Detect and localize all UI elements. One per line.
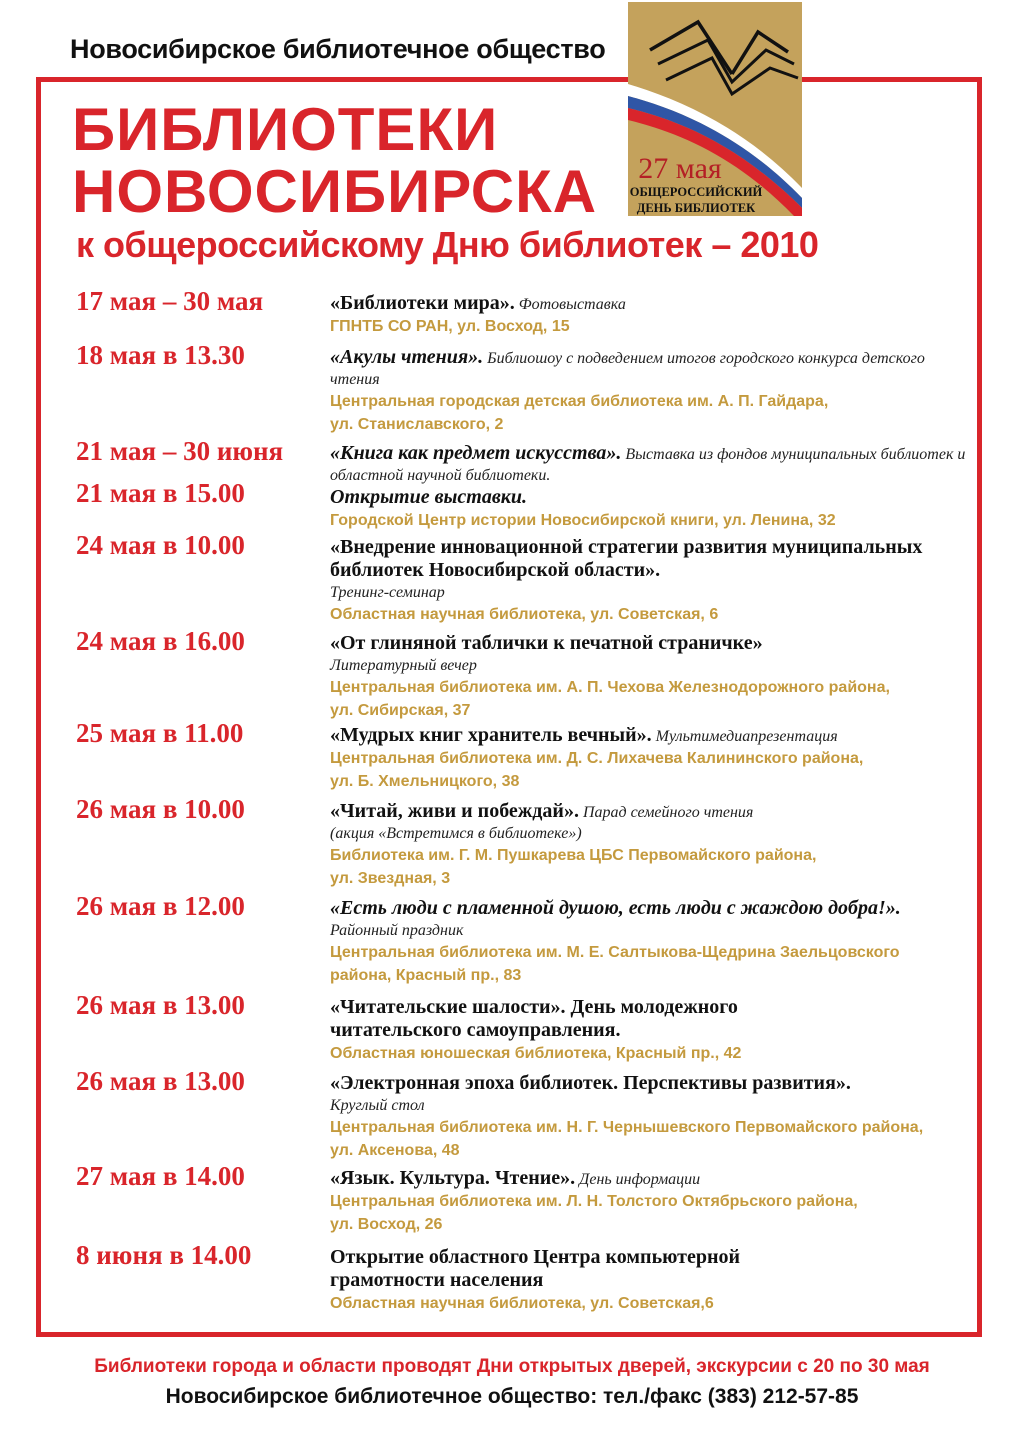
event-title: «Книга как предмет искусства». xyxy=(330,442,622,464)
event-item xyxy=(330,1072,970,1162)
footer-contacts: Новосибирское библиотечное общество: тел./факс (383) 212-57-85 xyxy=(165,1385,859,1408)
event-place: ул. Звездная, 3 xyxy=(330,870,451,887)
event-title: «Акулы чтения». xyxy=(330,346,484,368)
event-place: ул. Сибирская, 37 xyxy=(330,702,471,719)
event-place: Центральная библиотека им. А. П. Чехова Железнодорожного района, xyxy=(330,679,890,696)
event-item xyxy=(330,897,940,987)
event-date: 26 мая в 12.00 xyxy=(76,891,245,921)
event-date: 26 мая в 13.00 xyxy=(76,1066,245,1096)
event-date: 25 мая в 11.00 xyxy=(76,718,244,748)
event-place: Областная научная библиотека, ул. Советская,6 xyxy=(330,1295,714,1312)
subtitle: к общероссийскому Дню библиотек – 2010 xyxy=(76,224,819,265)
event-desc: Тренинг-семинар xyxy=(330,584,445,601)
org-name: Новосибирское библиотечное общество xyxy=(70,34,606,64)
event-place: ул. Аксенова, 48 xyxy=(330,1142,460,1159)
logo-date: 27 мая xyxy=(638,152,722,185)
event-item xyxy=(330,442,970,532)
event-desc: Парад семейного чтения xyxy=(582,804,754,821)
title-line-1: БИБЛИОТЕКИ xyxy=(72,96,499,163)
event-date: 26 мая в 10.00 xyxy=(76,794,245,824)
event-item xyxy=(330,1167,970,1236)
event-place: Городской Центр истории Новосибирской книги, ул. Ленина, 32 xyxy=(330,512,836,529)
event-date: 24 мая в 16.00 xyxy=(76,626,245,656)
title-line-2: НОВОСИБИРСКА xyxy=(72,158,598,225)
event-item xyxy=(330,800,970,890)
event-title: «Электронная эпоха библиотек. Перспективы развития». xyxy=(330,1072,851,1094)
event-title: «Мудрых книг хранитель вечный». xyxy=(330,724,652,746)
library-day-logo xyxy=(628,2,802,216)
event-item xyxy=(330,536,940,626)
event-sub: Открытие выставки. xyxy=(330,486,528,508)
footer-open-days: Библиотеки города и области проводят Дни открытых дверей, экскурсии с 20 по 30 мая xyxy=(94,1356,930,1377)
event-date: 24 мая в 10.00 xyxy=(76,530,245,560)
event-desc: Библиошоу с подведением итогов городского конкурса детского чтения xyxy=(330,350,925,388)
event-title: «Есть люди с пламенной душою, есть люди с жаждою добра!». xyxy=(330,897,901,919)
event-title: «Читай, живи и побеждай». xyxy=(330,800,579,822)
event-place: Центральная библиотека им. Н. Г. Чернышевского Первомайского района, xyxy=(330,1119,924,1136)
event-title: «Библиотеки мира». xyxy=(330,292,515,314)
event-item xyxy=(330,1246,850,1315)
event-place: ул. Станиславского, 2 xyxy=(330,416,504,433)
event-date: 26 мая в 13.00 xyxy=(76,990,245,1020)
logo-caption: ОБЩЕРОССИЙСКИЙ ДЕНЬ БИБЛИОТЕК xyxy=(629,185,763,215)
event-place: Центральная библиотека им. Л. Н. Толстого Октябрьского района, xyxy=(330,1193,858,1210)
event-desc: Литературный вечер xyxy=(330,657,477,674)
event-place: Областная научная библиотека, ул. Советская, 6 xyxy=(330,606,719,623)
event-item xyxy=(330,292,970,338)
event-desc: День информации xyxy=(579,1171,701,1188)
event-item xyxy=(330,346,970,436)
event-place: ГПНТБ СО РАН, ул. Восход, 15 xyxy=(330,318,570,335)
event-place: Областная юношеская библиотека, Красный пр., 42 xyxy=(330,1045,742,1062)
event-title: «Язык. Культура. Чтение». xyxy=(330,1167,576,1189)
event-desc: Круглый стол xyxy=(330,1097,425,1114)
event-place: района, Красный пр., 83 xyxy=(330,967,522,984)
event-item xyxy=(330,724,970,793)
event-place: Центральная библиотека им. Д. С. Лихачева Калининского района, xyxy=(330,750,864,767)
event-date: 18 мая в 13.30 xyxy=(76,340,245,370)
event-date-2: 21 мая в 15.00 xyxy=(76,478,245,508)
event-desc: Выставка из фондов муниципальных библиотек и областной научной библиотеки. xyxy=(330,446,966,484)
event-desc: Мультимедиапрезентация xyxy=(655,728,838,745)
event-desc-2: (акция «Встретимся в библиотеке») xyxy=(330,825,582,842)
event-desc: Районный праздник xyxy=(330,922,464,939)
event-place: ул. Б. Хмельницкого, 38 xyxy=(330,773,520,790)
event-date: 8 июня в 14.00 xyxy=(76,1240,252,1270)
event-title: «От глиняной таблички к печатной страничке» xyxy=(330,632,763,654)
event-date: 27 мая в 14.00 xyxy=(76,1161,245,1191)
event-item xyxy=(330,996,850,1065)
event-place: ул. Восход, 26 xyxy=(330,1216,443,1233)
event-place: Центральная библиотека им. М. Е. Салтыкова-Щедрина Заельцовского xyxy=(330,944,900,961)
event-place: Библиотека им. Г. М. Пушкарева ЦБС Первомайского района, xyxy=(330,847,817,864)
event-title: «Читательские шалости». День молодежного читательского самоуправления. xyxy=(330,996,738,1041)
event-date: 21 мая – 30 июня xyxy=(76,436,284,466)
event-place: Центральная городская детская библиотека им. А. П. Гайдара, xyxy=(330,393,829,410)
event-date: 17 мая – 30 мая xyxy=(76,286,264,316)
event-title: Открытие областного Центра компьютерной грамотности населения xyxy=(330,1246,741,1291)
event-title: «Внедрение инновационной стратегии развития муниципальных библиотек Новосибирской области». xyxy=(330,536,923,581)
event-desc: Фотовыставка xyxy=(518,296,626,313)
event-item xyxy=(330,632,970,722)
